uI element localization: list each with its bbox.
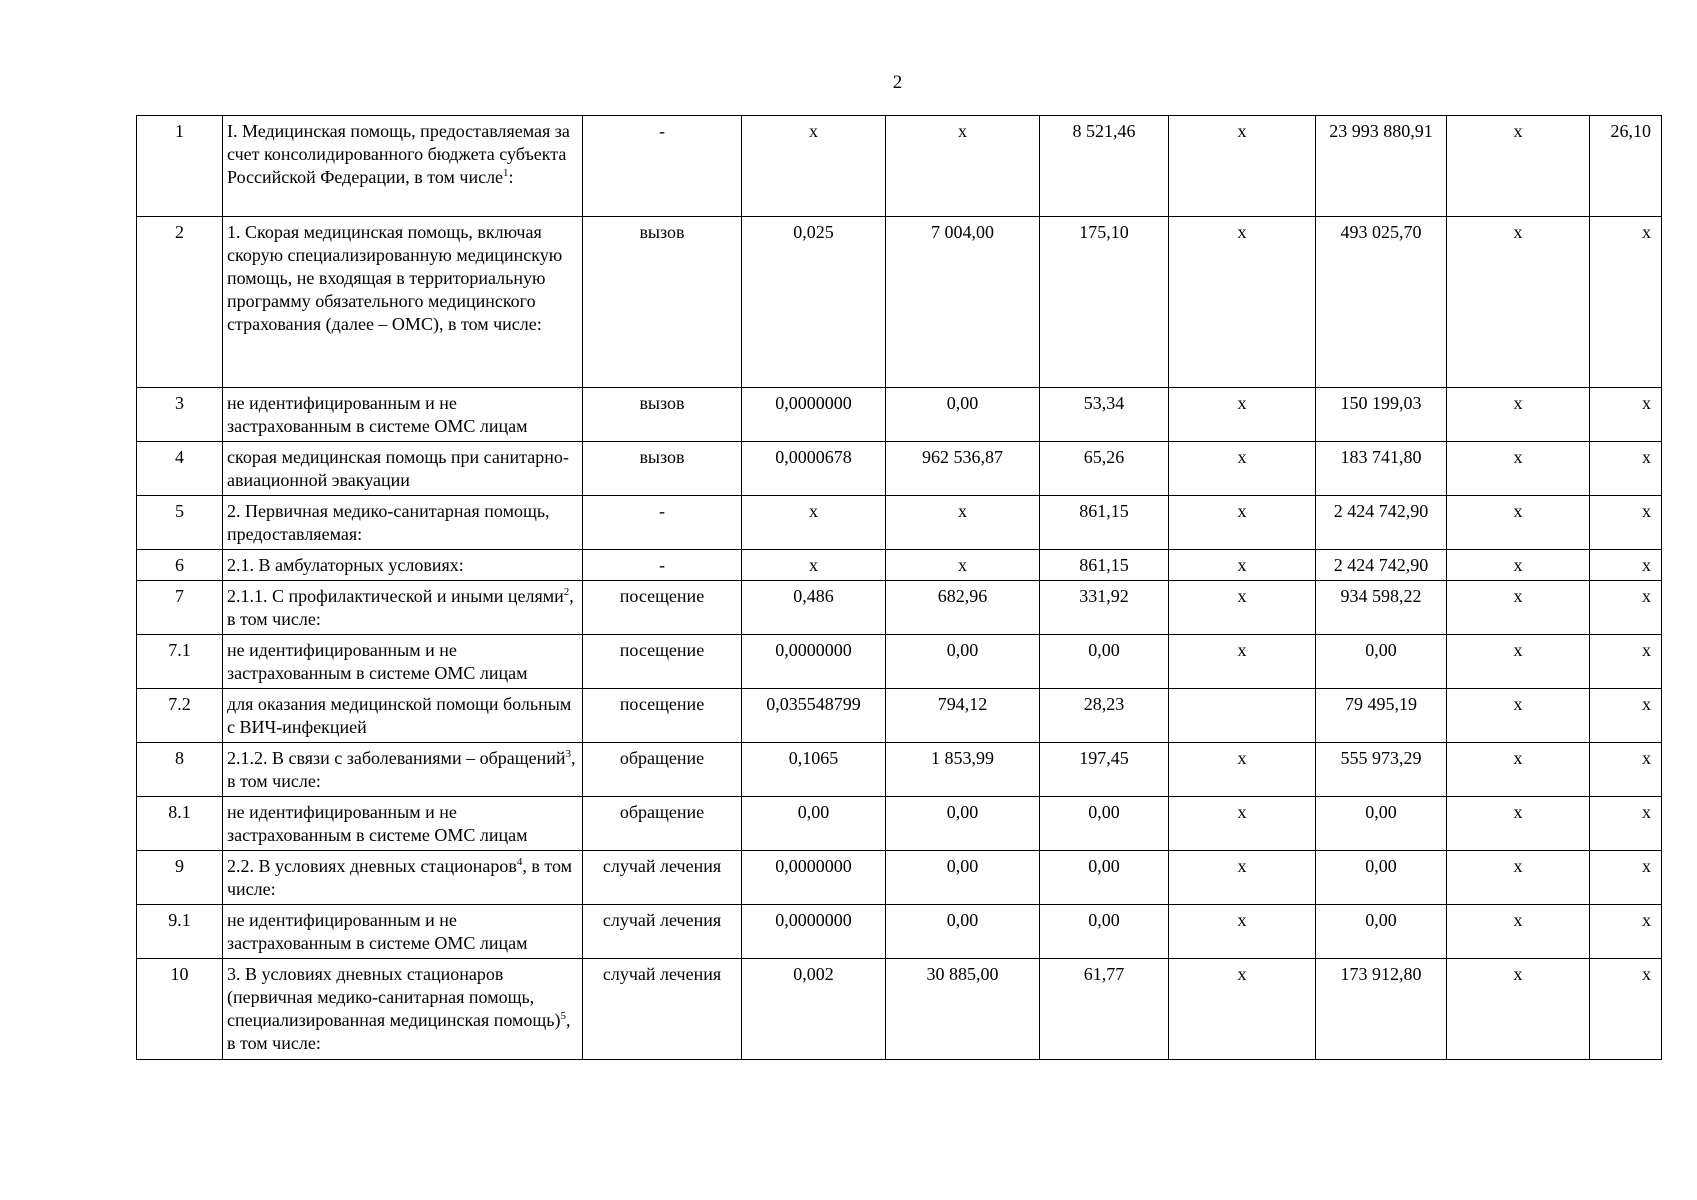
row-name-cell (223, 217, 583, 388)
total-oms-cell: х (1447, 217, 1590, 388)
volume-norm-cell: х (742, 550, 886, 581)
total-oms-cell: х (1447, 442, 1590, 496)
row-name-text: скорая медицинская помощь при санитарно-авиационной эвакуации (227, 447, 569, 490)
row-name-cell (223, 797, 583, 851)
cost-norm-cell: х (886, 550, 1040, 581)
percent-cell: х (1590, 797, 1662, 851)
total-budget-cell: 493 025,70 (1316, 217, 1447, 388)
unit-cell: вызов (583, 442, 742, 496)
per-capita-budget-cell: 8 521,46 (1040, 116, 1169, 217)
per-capita-oms-cell: х (1169, 581, 1316, 635)
percent-cell: х (1590, 635, 1662, 689)
table-body (137, 116, 1662, 1060)
row-name-text: 2.1. В амбулаторных условиях: (227, 555, 464, 575)
per-capita-budget-cell: 0,00 (1040, 905, 1169, 959)
per-capita-oms-cell: х (1169, 635, 1316, 689)
cost-norm-cell: 962 536,87 (886, 442, 1040, 496)
row-name-cell (223, 388, 583, 442)
total-budget-cell: 0,00 (1316, 635, 1447, 689)
total-oms-cell: х (1447, 116, 1590, 217)
row-name-text: 2. Первичная медико-санитарная помощь, предоставляемая: (227, 501, 550, 544)
volume-norm-cell: 0,486 (742, 581, 886, 635)
table-row (137, 581, 1662, 635)
per-capita-budget-cell: 0,00 (1040, 797, 1169, 851)
percent-cell: х (1590, 217, 1662, 388)
volume-norm-cell: 0,0000678 (742, 442, 886, 496)
per-capita-budget-cell: 331,92 (1040, 581, 1169, 635)
total-budget-cell: 173 912,80 (1316, 959, 1447, 1060)
unit-cell: вызов (583, 388, 742, 442)
table-row (137, 905, 1662, 959)
table-row (137, 959, 1662, 1060)
volume-norm-cell: х (742, 116, 886, 217)
unit-cell: случай лечения (583, 851, 742, 905)
volume-norm-cell: х (742, 496, 886, 550)
percent-cell: х (1590, 689, 1662, 743)
per-capita-budget-cell: 53,34 (1040, 388, 1169, 442)
unit-cell: - (583, 550, 742, 581)
total-oms-cell: х (1447, 388, 1590, 442)
per-capita-oms-cell: х (1169, 116, 1316, 217)
per-capita-oms-cell: х (1169, 851, 1316, 905)
row-name-cell (223, 635, 583, 689)
total-oms-cell: х (1447, 905, 1590, 959)
row-name-cell (223, 550, 583, 581)
per-capita-oms-cell: х (1169, 797, 1316, 851)
percent-cell: х (1590, 496, 1662, 550)
row-number-cell: 9 (137, 851, 223, 905)
total-budget-cell: 2 424 742,90 (1316, 550, 1447, 581)
row-name-suffix: , в том числе: (227, 748, 576, 791)
per-capita-oms-cell: х (1169, 959, 1316, 1060)
total-budget-cell: 0,00 (1316, 797, 1447, 851)
percent-cell: х (1590, 550, 1662, 581)
cost-norm-cell: 0,00 (886, 388, 1040, 442)
table-row (137, 442, 1662, 496)
percent-cell: 26,10 (1590, 116, 1662, 217)
unit-cell: случай лечения (583, 959, 742, 1060)
volume-norm-cell: 0,0000000 (742, 851, 886, 905)
volume-norm-cell: 0,0000000 (742, 388, 886, 442)
per-capita-budget-cell: 65,26 (1040, 442, 1169, 496)
row-number-cell: 8.1 (137, 797, 223, 851)
unit-cell: обращение (583, 797, 742, 851)
row-name-text: для оказания медицинской помощи больным с ВИЧ-инфекцией (227, 694, 572, 737)
footnote-mark: 2 (563, 586, 570, 598)
total-oms-cell: х (1447, 635, 1590, 689)
footnote-mark: 5 (560, 1010, 566, 1022)
row-name-text: 2.1.2. В связи с заболеваниями – обращений (227, 748, 566, 768)
row-name-cell (223, 442, 583, 496)
per-capita-budget-cell: 197,45 (1040, 743, 1169, 797)
total-oms-cell: х (1447, 496, 1590, 550)
row-number-cell: 5 (137, 496, 223, 550)
per-capita-budget-cell: 61,77 (1040, 959, 1169, 1060)
per-capita-budget-cell: 861,15 (1040, 550, 1169, 581)
cost-norm-cell: 7 004,00 (886, 217, 1040, 388)
percent-cell: х (1590, 851, 1662, 905)
cost-norm-cell: 30 885,00 (886, 959, 1040, 1060)
row-name-cell (223, 959, 583, 1060)
unit-cell: посещение (583, 635, 742, 689)
row-number-cell: 7.2 (137, 689, 223, 743)
percent-cell: х (1590, 959, 1662, 1060)
unit-cell: - (583, 116, 742, 217)
volume-norm-cell: 0,035548799 (742, 689, 886, 743)
row-name-suffix: : (508, 167, 514, 187)
per-capita-oms-cell: х (1169, 496, 1316, 550)
row-name-text: 2.2. В условиях дневных стационаров (227, 856, 517, 876)
footnote-mark: 4 (516, 856, 523, 868)
row-name-suffix: , в том числе: (227, 1010, 571, 1053)
total-budget-cell: 0,00 (1316, 851, 1447, 905)
unit-cell: случай лечения (583, 905, 742, 959)
unit-cell: - (583, 496, 742, 550)
per-capita-oms-cell: х (1169, 743, 1316, 797)
row-number-cell: 3 (137, 388, 223, 442)
volume-norm-cell: 0,0000000 (742, 635, 886, 689)
table-row (137, 689, 1662, 743)
row-name-cell (223, 905, 583, 959)
cost-norm-cell: 794,12 (886, 689, 1040, 743)
table-row (137, 388, 1662, 442)
per-capita-budget-cell: 175,10 (1040, 217, 1169, 388)
per-capita-oms-cell: х (1169, 550, 1316, 581)
per-capita-oms-cell: х (1169, 905, 1316, 959)
row-number-cell: 9.1 (137, 905, 223, 959)
row-name-suffix: , в том числе: (227, 586, 574, 629)
row-name-cell (223, 496, 583, 550)
volume-norm-cell: 0,025 (742, 217, 886, 388)
footnote-mark: 3 (565, 748, 571, 760)
row-name-text: не идентифицированным и не застрахованным в системе ОМС лицам (227, 910, 528, 953)
row-name-cell (223, 689, 583, 743)
row-number-cell: 1 (137, 116, 223, 217)
page-number: 2 (892, 72, 903, 93)
row-name-text: 1. Скорая медицинская помощь, включая скорую специализированную медицинскую помощь, не входящая в территориальную программу обязательного медицинского страхования (далее – ОМС), в том числе: (227, 222, 563, 334)
row-name-text: 2.1.1. С профилактической и иными целями (227, 586, 564, 606)
per-capita-oms-cell: х (1169, 442, 1316, 496)
table-row (137, 743, 1662, 797)
row-name-text: не идентифицированным и не застрахованным в системе ОМС лицам (227, 802, 528, 845)
volume-norm-cell: 0,002 (742, 959, 886, 1060)
percent-cell: х (1590, 581, 1662, 635)
unit-cell: посещение (583, 689, 742, 743)
total-oms-cell: х (1447, 797, 1590, 851)
percent-cell: х (1590, 388, 1662, 442)
per-capita-oms-cell: х (1169, 388, 1316, 442)
total-oms-cell: х (1447, 550, 1590, 581)
unit-cell: обращение (583, 743, 742, 797)
row-number-cell: 6 (137, 550, 223, 581)
total-budget-cell: 555 973,29 (1316, 743, 1447, 797)
table-row (137, 116, 1662, 217)
total-budget-cell: 150 199,03 (1316, 388, 1447, 442)
table-row (137, 635, 1662, 689)
percent-cell: х (1590, 905, 1662, 959)
cost-norm-cell: 0,00 (886, 635, 1040, 689)
table-row (137, 550, 1662, 581)
cost-norm-cell: 0,00 (886, 797, 1040, 851)
row-number-cell: 7 (137, 581, 223, 635)
row-name-text: I. Медицинская помощь, предоставляемая за счет консолидированного бюджета субъекта Российской Федерации, в том числе (227, 121, 570, 187)
total-oms-cell: х (1447, 581, 1590, 635)
total-budget-cell: 79 495,19 (1316, 689, 1447, 743)
cost-norm-cell: 682,96 (886, 581, 1040, 635)
total-budget-cell: 23 993 880,91 (1316, 116, 1447, 217)
table-row (137, 851, 1662, 905)
row-name-cell (223, 581, 583, 635)
row-name-cell (223, 851, 583, 905)
row-number-cell: 2 (137, 217, 223, 388)
total-budget-cell: 183 741,80 (1316, 442, 1447, 496)
row-name-cell (223, 743, 583, 797)
per-capita-budget-cell: 861,15 (1040, 496, 1169, 550)
cost-norm-cell: 1 853,99 (886, 743, 1040, 797)
percent-cell: х (1590, 743, 1662, 797)
volume-norm-cell: 0,0000000 (742, 905, 886, 959)
unit-cell: посещение (583, 581, 742, 635)
row-number-cell: 7.1 (137, 635, 223, 689)
total-budget-cell: 934 598,22 (1316, 581, 1447, 635)
cost-norm-cell: х (886, 116, 1040, 217)
total-oms-cell: х (1447, 689, 1590, 743)
per-capita-oms-cell (1169, 689, 1316, 743)
total-budget-cell: 0,00 (1316, 905, 1447, 959)
unit-cell: вызов (583, 217, 742, 388)
table-row (137, 217, 1662, 388)
row-number-cell: 10 (137, 959, 223, 1060)
cost-norm-cell: 0,00 (886, 905, 1040, 959)
row-name-text: не идентифицированным и не застрахованным в системе ОМС лицам (227, 640, 528, 683)
cost-norm-cell: 0,00 (886, 851, 1040, 905)
row-name-text: 3. В условиях дневных стационаров (первичная медико-санитарная помощь, специализированная медицинская помощь) (227, 964, 561, 1030)
volume-norm-cell: 0,00 (742, 797, 886, 851)
cost-norm-cell: х (886, 496, 1040, 550)
footnote-mark: 1 (503, 167, 509, 179)
row-number-cell: 8 (137, 743, 223, 797)
volume-norm-cell: 0,1065 (742, 743, 886, 797)
per-capita-budget-cell: 0,00 (1040, 851, 1169, 905)
row-name-text: не идентифицированным и не застрахованным в системе ОМС лицам (227, 393, 528, 436)
total-oms-cell: х (1447, 959, 1590, 1060)
row-number-cell: 4 (137, 442, 223, 496)
total-budget-cell: 2 424 742,90 (1316, 496, 1447, 550)
total-oms-cell: х (1447, 743, 1590, 797)
table-row (137, 797, 1662, 851)
row-name-suffix: , в том числе: (227, 856, 573, 899)
per-capita-oms-cell: х (1169, 217, 1316, 388)
row-name-cell (223, 116, 583, 217)
total-oms-cell: х (1447, 851, 1590, 905)
percent-cell: х (1590, 442, 1662, 496)
table-row (137, 496, 1662, 550)
per-capita-budget-cell: 28,23 (1040, 689, 1169, 743)
per-capita-budget-cell: 0,00 (1040, 635, 1169, 689)
data-table (136, 115, 1662, 1060)
